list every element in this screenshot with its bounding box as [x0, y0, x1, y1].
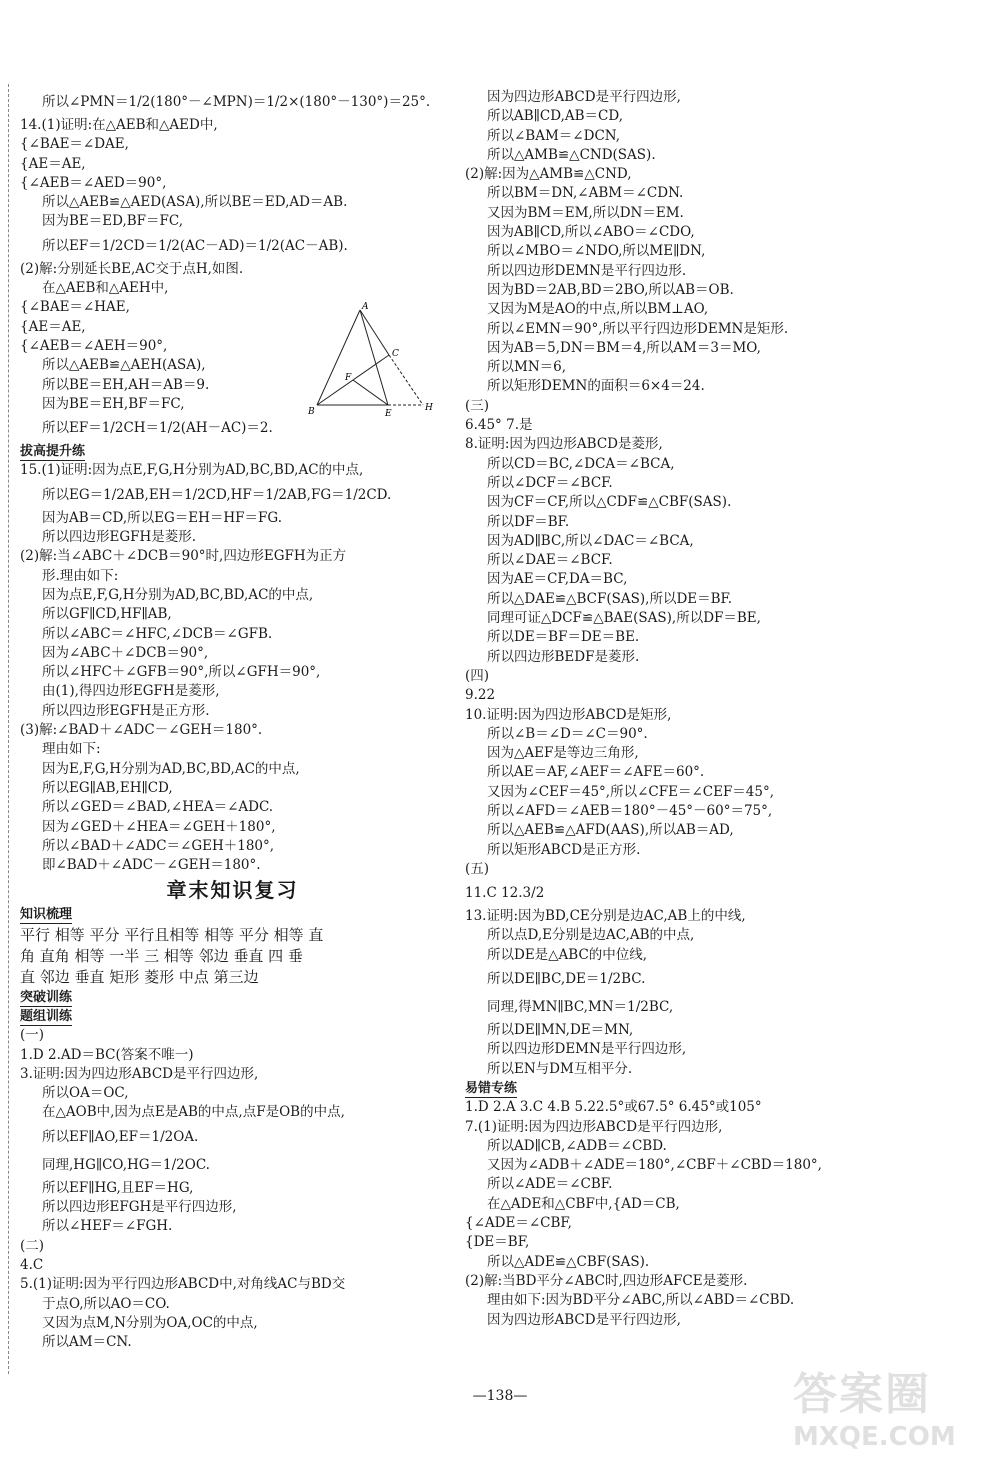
- watermark-top: 答案圈: [793, 1369, 931, 1420]
- text-line: 所以∠AFD＝∠AEB＝180°－45°－60°＝75°,: [487, 802, 773, 819]
- watermark-logo: [793, 1358, 988, 1453]
- text-line: [20, 442, 445, 461]
- text-line: 形.理由如下:: [42, 567, 119, 584]
- text-line: 平行 相等 平分 平行且相等 相等 平分 相等 直: [20, 925, 324, 944]
- section-heading: 易错专练: [465, 1080, 518, 1096]
- text-line: 因为AB∥CD,所以∠ABO＝∠CDO,: [487, 224, 695, 241]
- text-line: 所以点D,E分别是边AC,AB的中点,: [487, 927, 695, 944]
- text-line: 所以EF∥HG,且EF＝HG,: [42, 1179, 194, 1196]
- text-line: {DE＝BF,: [465, 1234, 530, 1251]
- text-line: {∠BAE＝∠HAE,: [20, 299, 130, 316]
- text-line: 所以△AEB≌△AEH(ASA),: [42, 357, 206, 374]
- text-line: 因为E,F,G,H分别为AD,BC,BD,AC的中点,: [42, 760, 300, 777]
- edge-CH: [389, 355, 423, 405]
- text-line: 13.证明:因为BD,CE分别是边AC,AB上的中线,: [465, 908, 746, 925]
- text-line: 角 直角 相等 一半 三 相等 邻边 垂直 四 垂: [20, 946, 303, 965]
- text-line: 直 邻边 垂直 矩形 菱形 中点 第三边: [20, 967, 259, 986]
- text-line: 所以∠MBO＝∠NDO,所以ME∥DN,: [487, 243, 706, 260]
- text-line: 所以GF∥CD,HF∥AB,: [42, 606, 172, 623]
- text-line: 同理可证△DCF≌△BAE(SAS),所以DF＝BE,: [487, 610, 761, 627]
- text-line: 所以△DAE≌△BCF(SAS),所以DE＝BF.: [487, 590, 733, 607]
- geometry-diagram: [305, 300, 435, 420]
- text-line: (2)解:分别延长BE,AC交于点H,如图.: [20, 260, 244, 277]
- text-line: 所以MN＝6,: [487, 359, 567, 376]
- left-column: [20, 88, 445, 1352]
- text-line: {∠BAE＝∠DAE,: [20, 136, 129, 153]
- text-line: 5.(1)证明:因为平行四边形ABCD中,对角线AC与BD交: [20, 1276, 346, 1293]
- text-line: [20, 988, 445, 1007]
- text-line: (2)解:因为△AMB≌△CND,: [465, 166, 632, 183]
- section-heading: 突破训练: [20, 989, 73, 1005]
- text-line: 所以∠BAD＋∠ADC＝∠GEH＋180°,: [42, 837, 275, 854]
- text-line: [20, 1007, 445, 1026]
- section-heading: 拔高提升练: [20, 444, 86, 460]
- text-line: (一): [20, 1027, 45, 1044]
- text-line: 所以矩形DEMN的面积＝6×4＝24.: [487, 378, 705, 395]
- text-line: 所以EG∥AB,EH∥CD,: [42, 779, 173, 796]
- label-B: B: [308, 407, 315, 417]
- text-line: 所以DF＝BF.: [487, 513, 570, 530]
- text-line: 所以AD∥CB,∠ADB＝∠CBD.: [487, 1137, 667, 1154]
- text-line: 又因为M是AO的中点,所以BM⊥AO,: [487, 301, 709, 318]
- text-line: 4.C: [20, 1256, 44, 1273]
- text-line: 因为四边形ABCD是平行四边形,: [487, 89, 681, 105]
- text-line: 1.D 2.A 3.C 4.B 5.22.5°或67.5° 6.45°或105°: [465, 1099, 762, 1116]
- text-line: 7.(1)证明:因为四边形ABCD是平行四边形,: [465, 1118, 723, 1135]
- edge-AE: [360, 310, 388, 405]
- text-line: 因为BE＝EH,BF＝FC,: [42, 395, 185, 412]
- label-E: E: [385, 409, 392, 419]
- text-line: 6.45° 7.是: [465, 417, 533, 434]
- text-line: 所以EF＝1/2CH＝1/2(AH－AC)＝2.: [42, 420, 273, 437]
- text-line: 所以CD＝BC,∠DCA＝∠BCA,: [487, 455, 675, 472]
- text-line: 所以BE＝EH,AH＝AB＝9.: [42, 376, 210, 393]
- text-line: 所以EG＝1/2AB,EH＝1/2CD,HF＝1/2AB,FG＝1/2CD.: [42, 486, 392, 503]
- label-F: F: [345, 373, 352, 383]
- text-line: 同理,得MN∥BC,MN＝1/2BC,: [487, 999, 674, 1016]
- text-line: 因为AD∥BC,所以∠DAC＝∠BCA,: [487, 532, 694, 549]
- text-line: 9.22: [465, 687, 496, 704]
- text-line: 又因为∠ADB＋∠ADE＝180°,∠CBF＋∠CBD＝180°,: [487, 1157, 822, 1174]
- text-line: 即∠BAD＋∠ADC－∠GEH＝180°.: [42, 857, 261, 874]
- text-line: 所以∠PMN＝1/2(180°－∠MPN)＝1/2×(180°－130°)＝25°.: [42, 94, 431, 110]
- edge-AB: [317, 310, 360, 405]
- text-line: 因为点E,F,G,H分别为AD,BC,BD,AC的中点,: [42, 586, 314, 603]
- text-line: 1.D 2.AD＝BC(答案不唯一): [20, 1046, 194, 1063]
- edge-AC: [360, 310, 389, 355]
- column-divider: [8, 84, 9, 1374]
- text-line: 因为BD＝2AB,BD＝2BO,所以AB＝OB.: [487, 281, 734, 298]
- text-line: 11.C 12.3/2: [465, 885, 545, 902]
- text-line: 因为AB＝5,DN＝BM＝4,所以AM＝3＝MO,: [487, 339, 761, 356]
- text-line: (三): [465, 397, 490, 414]
- text-line: 所以DE∥BC,DE＝1/2BC.: [487, 971, 646, 988]
- text-line: 3.证明:因为四边形ABCD是平行四边形,: [20, 1065, 259, 1082]
- text-line: 所以四边形DEMN是平行四边形.: [487, 262, 687, 279]
- text-line: 所以EF∥AO,EF＝1/2OA.: [42, 1128, 199, 1145]
- text-line: 所以四边形DEMN是平行四边形,: [487, 1041, 687, 1058]
- text-line: 所以DE＝BF＝DE＝BE.: [487, 629, 640, 646]
- text-line: (3)解:∠BAD＋∠ADC－∠GEH＝180°.: [20, 722, 263, 739]
- text-line: 因为CF＝CF,所以△CDF≌△CBF(SAS).: [487, 494, 732, 511]
- text-line: 因为AE＝CF,DA＝BC,: [487, 571, 628, 588]
- text-line: 又因为∠CEF＝45°,所以∠CFE＝∠CEF＝45°,: [487, 783, 775, 800]
- text-line: 所以∠EMN＝90°,所以平行四边形DEMN是矩形.: [487, 320, 789, 337]
- text-line: [20, 905, 445, 924]
- text-line: {AE＝AE,: [20, 318, 86, 335]
- text-line: 在△AOB中,因为点E是AB的中点,点F是OB的中点,: [42, 1104, 345, 1121]
- text-line: 所以DE∥MN,DE＝MN,: [487, 1022, 634, 1039]
- text-line: 因为∠ABC＋∠DCB＝90°,: [42, 644, 209, 661]
- section-heading: 题组训练: [20, 1008, 73, 1024]
- text-line: (二): [20, 1237, 45, 1254]
- text-line: 所以BM＝DN,∠ABM＝∠CDN.: [487, 185, 684, 202]
- section-heading: 知识梳理: [20, 907, 73, 923]
- text-line: 所以EF＝1/2CD＝1/2(AC－AD)＝1/2(AC－AB).: [42, 237, 348, 254]
- text-line: 在△AEB和△AEH中,: [42, 280, 169, 297]
- text-line: 因为△AEF是等边三角形,: [487, 745, 639, 762]
- text-line: 所以△AEB≌△AFD(AAS),所以AB＝AD,: [487, 822, 734, 839]
- text-line: 在△ADE和△CBF中,{AD＝CB,: [487, 1195, 680, 1212]
- text-line: 章末知识复习: [166, 878, 299, 903]
- text-line: 所以AE＝AF,∠AEF＝∠AFE＝60°.: [487, 764, 705, 781]
- label-H: H: [425, 403, 433, 413]
- triangle-figure: [305, 300, 435, 420]
- text-line: 因为BE＝ED,BF＝FC,: [42, 213, 184, 230]
- right-column: [465, 88, 885, 1330]
- label-C: C: [392, 349, 399, 359]
- text-line: (2)解:当BD平分∠ABC时,四边形AFCE是菱形.: [465, 1272, 748, 1289]
- text-line: {∠AEB＝∠AED＝90°,: [20, 174, 167, 191]
- text-line: 15.(1)证明:因为点E,F,G,H分别为AD,BC,BD,AC的中点,: [20, 462, 364, 479]
- text-line: 因为四边形ABCD是平行四边形,: [487, 1311, 681, 1328]
- text-line: {AE＝AE,: [20, 155, 86, 172]
- text-line: 所以四边形EGFH是菱形.: [42, 529, 197, 546]
- text-line: 所以DE是△ABC的中位线,: [487, 946, 648, 963]
- text-line: 理由如下:因为BD平分∠ABC,所以∠ABD＝∠CBD.: [487, 1292, 795, 1309]
- text-line: [465, 1079, 885, 1098]
- text-line: (四): [465, 667, 490, 684]
- text-line: 所以AM＝CN.: [42, 1334, 132, 1351]
- text-line: {∠AEB＝∠AEH＝90°,: [20, 337, 168, 354]
- text-line: (五): [465, 860, 490, 877]
- text-line: 所以∠ADE＝∠CBF.: [487, 1176, 613, 1193]
- text-line: 所以∠ABC＝∠HFC,∠DCB＝∠GFB.: [42, 625, 273, 642]
- text-line: 所以四边形EFGH是平行四边形,: [42, 1199, 237, 1216]
- edge-FE: [353, 380, 388, 405]
- text-line: 所以EN与DM互相平分.: [487, 1060, 633, 1077]
- text-line: 所以∠DCF＝∠BCF.: [487, 474, 613, 491]
- text-line: 所以AB∥CD,AB＝CD,: [487, 108, 624, 125]
- text-line: {∠ADE＝∠CBF,: [465, 1215, 572, 1232]
- text-line: 10.证明:因为四边形ABCD是矩形,: [465, 706, 672, 723]
- text-line: 于点O,所以AO＝CO.: [42, 1295, 170, 1312]
- text-line: 所以∠HFC＋∠GFB＝90°,所以∠GFH＝90°,: [42, 664, 321, 681]
- watermark-bottom: MXQE.COM: [793, 1422, 956, 1452]
- text-line: 所以△ADE≌△CBF(SAS).: [487, 1253, 650, 1270]
- label-A: A: [362, 302, 369, 312]
- text-line: 同理,HG∥CO,HG＝1/2OC.: [42, 1156, 210, 1173]
- text-line: 所以∠B＝∠D＝∠C＝90°.: [487, 725, 648, 742]
- text-line: 所以△AMB≌△CND(SAS).: [487, 146, 656, 163]
- text-line: 所以矩形ABCD是正方形.: [487, 841, 641, 858]
- text-line: 所以OA＝OC,: [42, 1085, 129, 1102]
- text-line: 因为AB＝CD,所以EG＝EH＝HF＝FG.: [42, 509, 283, 526]
- text-line: 所以四边形BEDF是菱形.: [487, 648, 640, 665]
- text-line: 所以∠BAM＝∠DCN,: [487, 127, 621, 144]
- text-line: 因为∠GED＋∠HEA＝∠GEH＋180°,: [42, 818, 276, 835]
- text-line: 又因为BM＝EM,所以DN＝EM.: [487, 204, 684, 221]
- text-line: (2)解:当∠ABC＋∠DCB＝90°时,四边形EGFH为正方: [20, 548, 347, 565]
- text-line: 所以∠DAE＝∠BCF.: [487, 552, 613, 569]
- text-line: 理由如下:: [42, 741, 101, 758]
- text-line: 14.(1)证明:在△AEB和△AED中,: [20, 117, 218, 133]
- text-line: 所以△AEB≌△AED(ASA),所以BE＝ED,AD＝AB.: [42, 194, 348, 211]
- text-line: 所以∠GED＝∠BAD,∠HEA＝∠ADC.: [42, 799, 274, 816]
- text-line: 又因为点M,N分别为OA,OC的中点,: [42, 1314, 258, 1331]
- text-line: 所以四边形EGFH是正方形.: [42, 702, 210, 719]
- text-line: 8.证明:因为四边形ABCD是菱形,: [465, 436, 663, 453]
- text-line: 由(1),得四边形EGFH是菱形,: [42, 683, 220, 700]
- page-number: —138—: [472, 1388, 528, 1404]
- text-line: 所以∠HEF＝∠FGH.: [42, 1218, 173, 1235]
